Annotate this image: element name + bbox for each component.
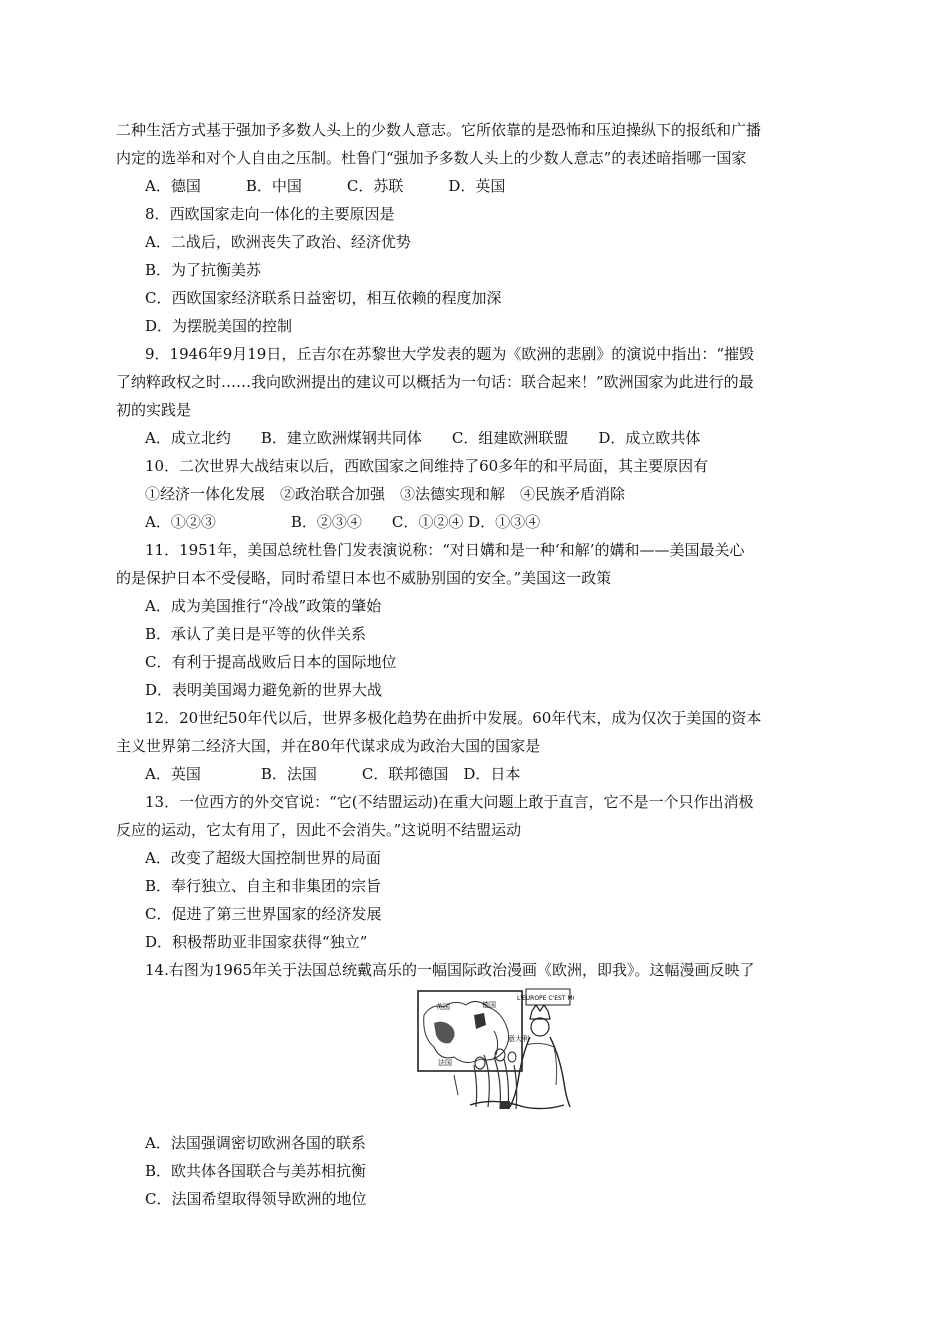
option-line: C．法国希望取得领导欧洲的地位 [145,1190,367,1208]
map-label-italy: 意大利 [508,1035,529,1043]
option-line: A．①②③ B．②③④ C．①②④ D．①③④ [145,513,541,531]
option-line: D．表明美国竭力避免新的世界大战 [145,681,383,699]
option-line: A．英国 B．法国 C．联邦德国 D．日本 [145,765,521,783]
political-cartoon-image [414,985,574,1115]
option-line: C．促进了第三世界国家的经济发展 [145,905,382,923]
question-10: 10．二次世界大战结束以后，西欧国家之间维持了60多年的和平局面，其主要原因有 [145,457,709,475]
option-line: A．成立北约 B．建立欧洲煤钢共同体 C．组建欧洲联盟 D．成立欧共体 [145,429,701,447]
option-line: A．成为美国推行“冷战”政策的肇始 [145,597,382,615]
option-line: B．奉行独立、自主和非集团的宗旨 [145,877,382,895]
text-line: 二种生活方式基于强加予多数人头上的少数人意志。它所依靠的是恐怖和压迫操纵下的报纸和广播 [116,121,762,139]
option-line: B．欧共体各国联合与美苏相抗衡 [145,1162,367,1180]
text-line: 了纳粹政权之时……我向欧洲提出的建议可以概括为一句话：联合起来！”欧洲国家为此进行的最 [116,373,754,391]
text-line: 主义世界第二经济大国，并在80年代谋求成为政治大国的国家是 [116,737,541,755]
option-line: A．改变了超级大国控制世界的局面 [145,849,381,867]
question-8: 8．西欧国家走向一体化的主要原因是 [145,205,395,223]
text-line: 初的实践是 [116,401,192,419]
question-9: 9．1946年9月19日，丘吉尔在苏黎世大学发表的题为《欧洲的悲剧》的演说中指出：“摧毁 [145,345,755,363]
question-14: 14.右图为1965年关于法国总统戴高乐的一幅国际政治漫画《欧洲，即我》。这幅漫画反映了 [145,961,755,979]
text-line: 的是保护日本不受侵略，同时希望日本也不威胁别国的安全。”美国这一政策 [116,569,612,587]
question-13: 13．一位西方的外交官说：“它(不结盟运动)在重大问题上敢于直言，它不是一个只作出消极 [145,793,754,811]
question-11: 11．1951年，美国总统杜鲁门发表演说称：“对日媾和是一种‘和解’的媾和——美国最关心 [145,541,745,559]
option-line: C．西欧国家经济联系日益密切，相互依赖的程度加深 [145,289,502,307]
cartoon-drawing [414,985,574,1115]
text-line: 内定的选举和对个人自由之压制。杜鲁门“强加予多数人头上的少数人意志”的表述暗指哪一国家 [116,149,747,167]
text-line: 反应的运动，它太有用了，因此不会消失。”这说明不结盟运动 [116,821,522,839]
option-line: A．德国 B．中国 C．苏联 D．英国 [145,177,506,195]
map-label-britain: 英国 [436,1003,450,1011]
option-line: B．承认了美日是平等的伙伴关系 [145,625,367,643]
cartoon-caption: L'EUROPE C'EST MOI [516,995,574,1002]
question-12: 12．20世纪50年代以后，世界多极化趋势在曲折中发展。60年代末，成为仅次于美国的资本 [145,709,762,727]
map-label-germany: 德国 [482,1001,496,1009]
option-line: A．二战后，欧洲丧失了政治、经济优势 [145,233,411,251]
option-line: D．为摆脱美国的控制 [145,317,293,335]
option-line: B．为了抗衡美苏 [145,261,262,279]
option-line: C．有利于提高战败后日本的国际地位 [145,653,397,671]
option-line: D．积极帮助亚非国家获得“独立” [145,933,368,951]
map-label-france: 法国 [438,1059,452,1067]
text-line: ①经济一体化发展 ②政治联合加强 ③法德实现和解 ④民族矛盾消除 [145,485,626,503]
option-line: A．法国强调密切欧洲各国的联系 [145,1134,366,1152]
